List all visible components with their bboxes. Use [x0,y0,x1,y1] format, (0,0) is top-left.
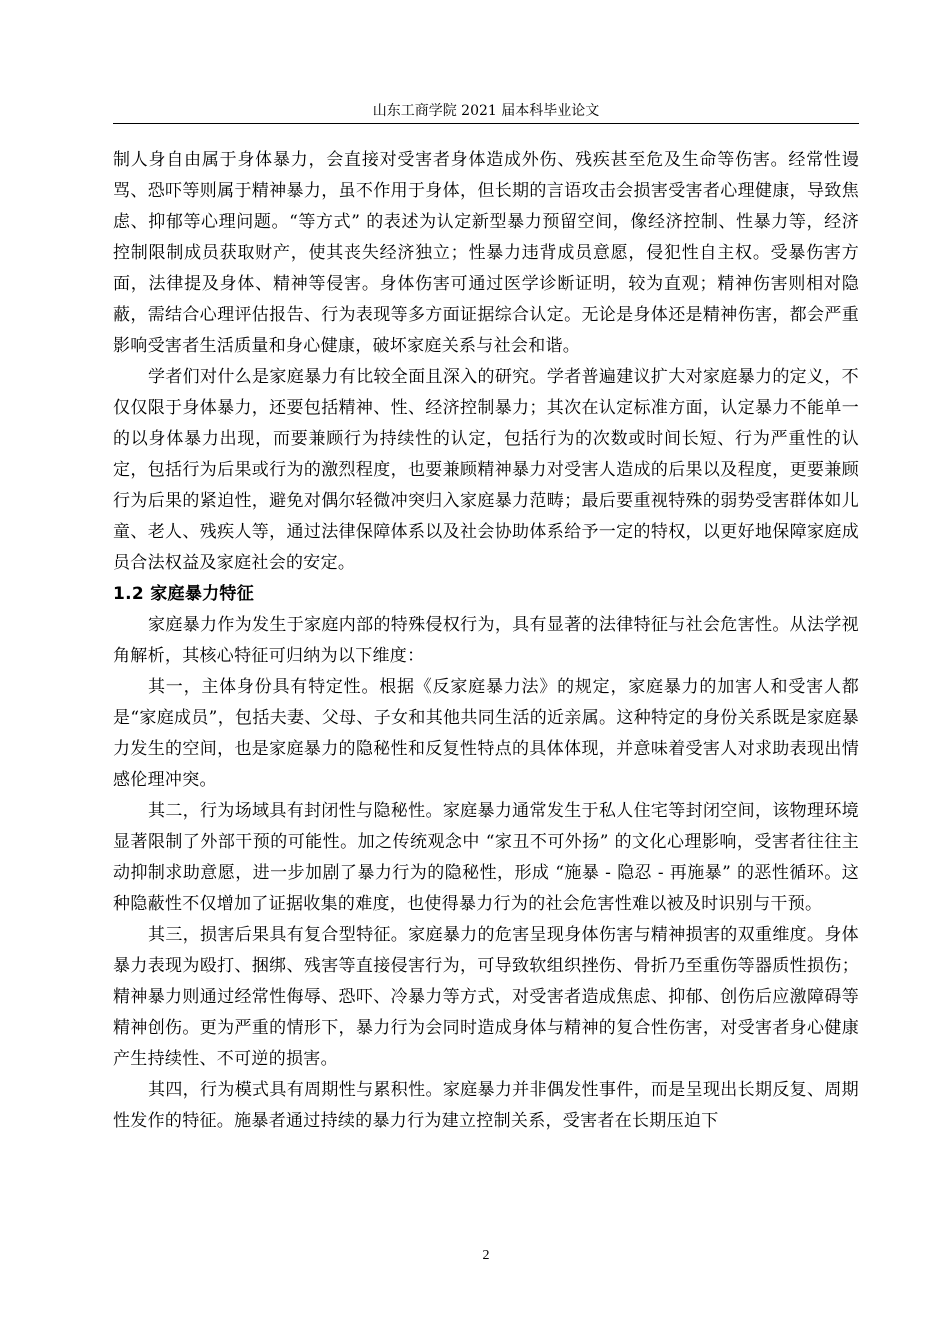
paragraph-feature-4: 其四，行为模式具有周期性与累积性。家庭暴力并非偶发性事件，而是呈现出长期反复、周期性发作的特征。施暴者通过持续的暴力行为建立控制关系，受害者在长期压迫下 [113,1080,859,1131]
paragraph-feature-2: 其二，行为场域具有封闭性与隐秘性。家庭暴力通常发生于私人住宅等封闭空间，该物理环境显著限制了外部干预的可能性。加之传统观念中 “家丑不可外扬” 的文化心理影响，受害者往往主动抑制求助意愿，进一步加剧了暴力行为的隐秘性，形成 “施暴 - 隐忍 - 再施暴” 的恶性循环。这种隐蔽性不仅增加了证据收集的难度，也使得暴力行为的社会危害性难以被及时识别与干预。 [113,801,859,914]
section-heading: 1.2 家庭暴力特征 [113,584,255,604]
paragraph-continued: 制人身自由属于身体暴力，会直接对受害者身体造成外伤、残疾甚至危及生命等伤害。经常性谩骂、恐吓等则属于精神暴力，虽不作用于身体，但长期的言语攻击会损害受害者心理健康，导致焦虑、抑郁等心理问题。“等方式” 的表述为认定新型暴力预留空间，像经济控制、性暴力等，经济控制限制成员获取财产，使其丧失经济独立；性暴力违背成员意愿，侵犯性自主权。受暴伤害方面，法律提及身体、精神等侵害。身体伤害可通过医学诊断证明，较为直观；精神伤害则相对隐蔽，需结合心理评估报告、行为表现等多方面证据综合认定。无论是身体还是精神伤害，都会严重影响受害者生活质量和身心健康，破坏家庭关系与社会和谐。 [113,150,859,356]
body-text [113,145,859,1137]
paragraph-scholars: 学者们对什么是家庭暴力有比较全面且深入的研究。学者普遍建议扩大对家庭暴力的定义，不仅仅限于身体暴力，还要包括精神、性、经济控制暴力；其次在认定标准方面，认定暴力不能单一的以身体暴力出现，而要兼顾行为持续性的认定，包括行为的次数或时间长短、行为严重性的认定，包括行为后果或行为的激烈程度，也要兼顾精神暴力对受害人造成的后果以及程度，更要兼顾行为后果的紧迫性，避免对偶尔轻微冲突归入家庭暴力范畴；最后要重视特殊的弱势受害群体如儿童、老人、残疾人等，通过法律保障体系以及社会协助体系给予一定的特权，以更好地保障家庭成员合法权益及家庭社会的安定。 [113,367,859,573]
paragraph-intro: 家庭暴力作为发生于家庭内部的特殊侵权行为，具有显著的法律特征与社会危害性。从法学视角解析，其核心特征可归纳为以下维度： [113,615,859,666]
running-header: 山东工商学院 2021 届本科毕业论文 [372,103,600,119]
page-number: 2 [482,1248,490,1263]
header-rule [113,123,859,124]
paragraph-feature-1: 其一，主体身份具有特定性。根据《反家庭暴力法》的规定，家庭暴力的加害人和受害人都是“家庭成员”，包括夫妻、父母、子女和其他共同生活的近亲属。这种特定的身份关系既是家庭暴力发生的空间，也是家庭暴力的隐秘性和反复性特点的具体体现，并意味着受害人对求助表现出情感伦理冲突。 [113,677,859,790]
paragraph-feature-3: 其三，损害后果具有复合型特征。家庭暴力的危害呈现身体伤害与精神损害的双重维度。身体暴力表现为殴打、捆绑、残害等直接侵害行为，可导致软组织挫伤、骨折乃至重伤等器质性损伤；精神暴力则通过经常性侮辱、恐吓、冷暴力等方式，对受害者造成焦虑、抑郁、创伤后应激障碍等精神创伤。更为严重的情形下，暴力行为会同时造成身体与精神的复合性伤害，对受害者身心健康产生持续性、不可逆的损害。 [113,925,859,1069]
